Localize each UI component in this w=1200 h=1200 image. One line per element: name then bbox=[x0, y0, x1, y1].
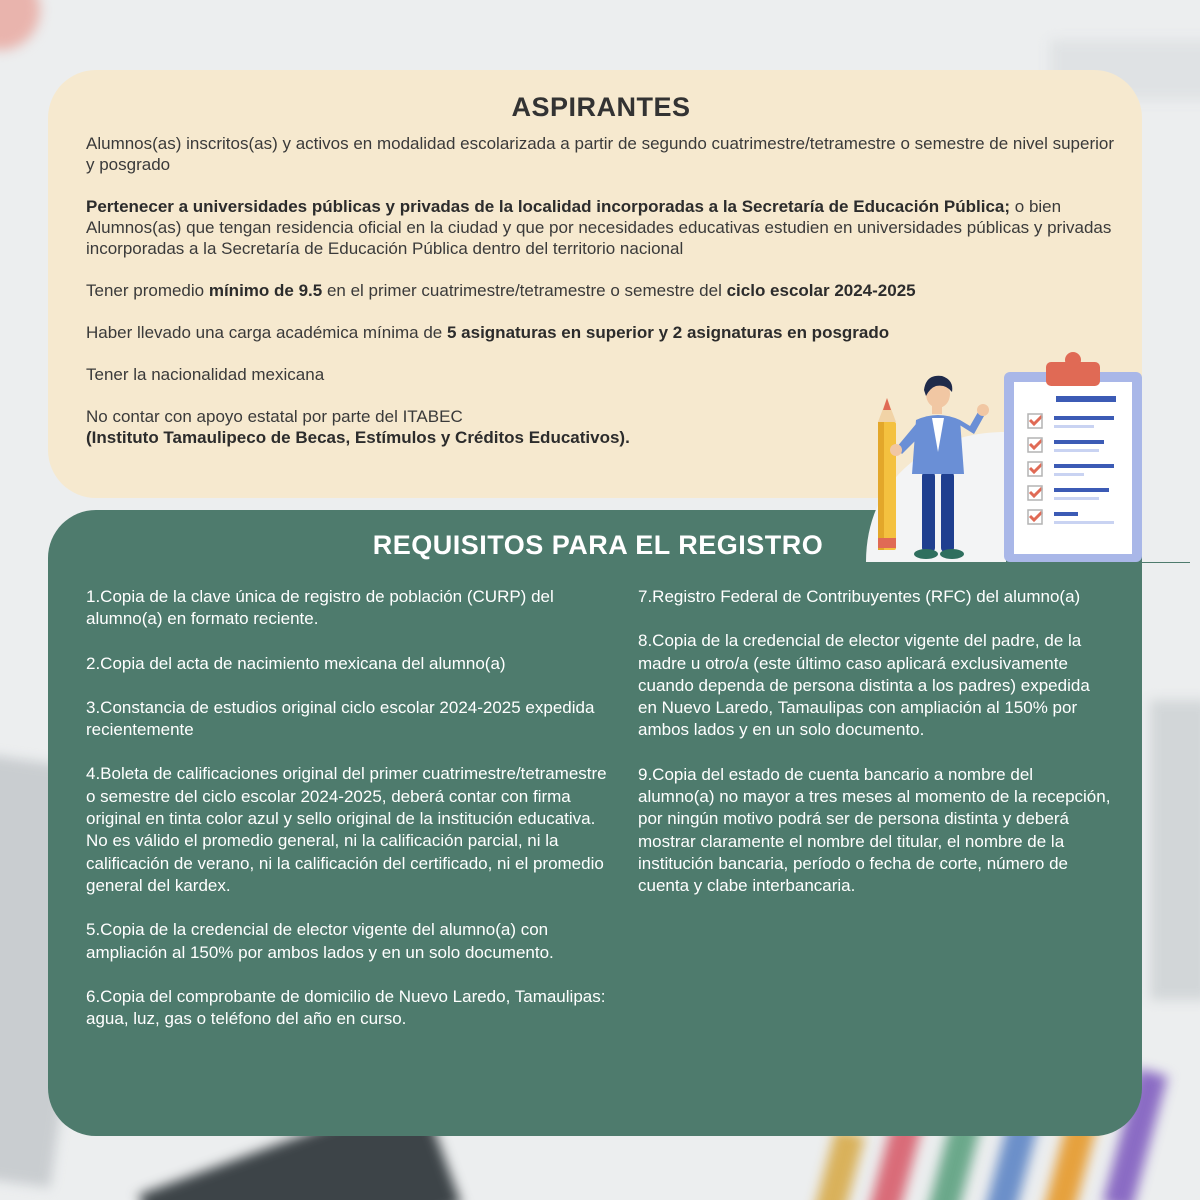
aspirantes-item-4: Haber llevado una carga académica mínima de 5 asignaturas en superior y 2 asignaturas en posgrado bbox=[86, 323, 890, 342]
requisito-item: 9.Copia del estado de cuenta bancario a nombre del alumno(a) no mayor a tres meses al momento de la recepción, por ningún motivo podrá ser de persona distinta y deberá mostrar claramente el nombre del titular, el nombre de la institución bancaria, período o fecha de corte, número de cuenta y clabe interbancaria. bbox=[638, 764, 1111, 896]
aspirantes-item-3: Tener promedio mínimo de 9.5 en el primer cuatrimestre/tetramestre o semestre del ciclo escolar 2024-2025 bbox=[86, 281, 916, 300]
requisito-item: 7.Registro Federal de Contribuyentes (RFC) del alumno(a) bbox=[638, 587, 1081, 606]
aspirantes-item-1: Alumnos(as) inscritos(as) y activos en modalidad escolarizada a partir de segundo cuatrimestre/tetramestre o semestre de nivel superior y posgrado bbox=[86, 134, 1115, 174]
aspirantes-item-2: Pertenecer a universidades públicas y privadas de la localidad incorporadas a la Secretaría de Educación Pública; o bien Alumnos(as) que tengan residencia oficial en la ciudad y que por necesidades educativas estudien en universidades públicas y privadas incorporadas a la Secretaría de Educación Pública dentro del territorio nacional bbox=[86, 197, 1112, 258]
requisitos-card bbox=[48, 510, 1142, 1136]
requisito-item: 6.Copia del comprobante de domicilio de Nuevo Laredo, Tamaulipas: agua, luz, gas o teléfono del año en curso. bbox=[86, 986, 606, 1029]
clipboard-checklist-icon bbox=[1004, 352, 1142, 562]
requisito-item: 2.Copia del acta de nacimiento mexicana del alumno(a) bbox=[86, 653, 506, 673]
requisito-item: 1.Copia de la clave única de registro de población (CURP) del alumno(a) en formato reciente. bbox=[86, 587, 554, 629]
requisitos-title: REQUISITOS PARA EL REGISTRO bbox=[372, 530, 824, 560]
requisito-item: 8.Copia de la credencial de elector vigente del padre, de la madre u otro/a (este último caso aplicará exclusivamente cuando dependa de persona distinta a los padres) expedida en Nuevo Laredo, Tamaulipas con ampliación al 150% por ambos lados y en un solo documento. bbox=[638, 631, 1090, 740]
requisito-item: 4.Boleta de calificaciones original del primer cuatrimestre/tetramestre o semestre del ciclo escolar 2024-2025, deberá contar con firma original en tinta color azul y sello original de la institución educativa. No es válido el promedio general, ni la calificación parcial, ni la calificación de verano, ni la calificación del certificado, ni el promedio general del kardex. bbox=[86, 764, 607, 895]
requisitos-left-column bbox=[86, 586, 616, 1052]
requisitos-right-column bbox=[638, 586, 1113, 920]
illustration bbox=[856, 352, 1156, 567]
requisito-item: 3.Constancia de estudios original ciclo escolar 2024-2025 expedida recientemente bbox=[86, 697, 595, 740]
requisito-item: 5.Copia de la credencial de elector vigente del alumno(a) con ampliación al 150% por ambos lados y en un solo documento. bbox=[86, 920, 554, 962]
aspirantes-item-5: Tener la nacionalidad mexicana bbox=[86, 365, 325, 384]
aspirantes-item-6: No contar con apoyo estatal por parte del ITABEC (Instituto Tamaulipeco de Becas, Estímulos y Créditos Educativos). bbox=[86, 407, 630, 447]
aspirantes-title: ASPIRANTES bbox=[511, 92, 691, 122]
